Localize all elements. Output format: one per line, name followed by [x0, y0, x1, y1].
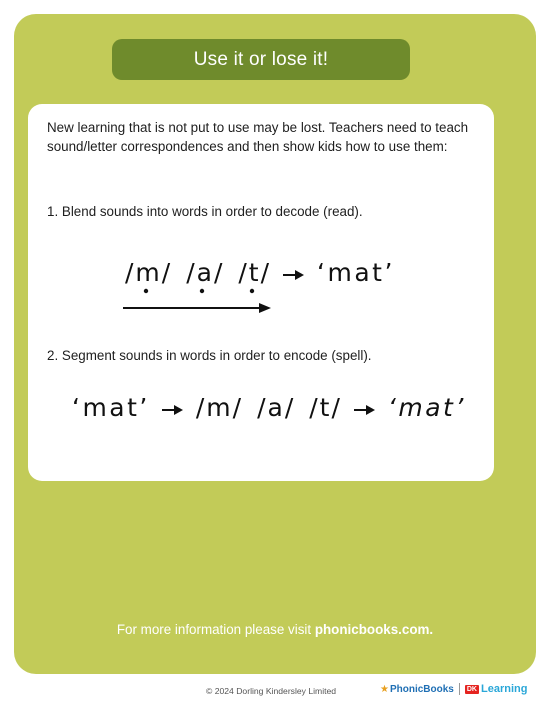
dk-logo: DK — [466, 685, 477, 693]
arrow-right-icon — [354, 404, 376, 416]
sound-a: /a/ — [186, 258, 225, 287]
blended-word: ‘mat’ — [317, 258, 395, 287]
segment-word-start: ‘mat’ — [72, 393, 150, 422]
sound-a: /a/ — [257, 393, 296, 422]
step-2-text: 2. Segment sounds in words in order to encode (spell). — [47, 348, 372, 363]
sound-dots — [28, 104, 494, 481]
sound-t: /t/ — [238, 258, 272, 287]
segment-row — [72, 393, 466, 422]
sound-m: /m/ — [195, 393, 244, 422]
publisher-logos — [380, 683, 527, 695]
footer-info — [0, 622, 550, 637]
footer-text: For more information please visit — [116, 622, 315, 637]
intro-paragraph: New learning that is not put to use may be lost. Teachers need to teach sound/letter correspondences and then show kids how to use them: — [47, 120, 469, 154]
copyright-text: © 2024 Dorling Kindersley Limited — [206, 686, 337, 696]
page-title: Use it or lose it! — [112, 39, 410, 80]
footer-link[interactable]: phonicbooks.com. — [314, 622, 434, 637]
blend-arrow-icon — [123, 301, 273, 315]
sound-t: /t/ — [309, 393, 342, 422]
dot-t — [250, 289, 254, 293]
logo-divider — [459, 683, 460, 695]
arrow-right-icon — [162, 404, 184, 416]
content-card — [28, 104, 494, 481]
learning-logo: Learning — [481, 683, 528, 695]
star-icon: ★ — [380, 683, 389, 695]
step-1-text: 1. Blend sounds into words in order to decode (read). — [47, 204, 363, 219]
segment-word-end: ‘mat’ — [387, 393, 466, 422]
dot-m — [144, 289, 148, 293]
sound-m: /m/ — [125, 258, 173, 287]
dot-a — [200, 289, 204, 293]
phonic-books-logo: ★ PhonicBooks — [380, 683, 454, 695]
